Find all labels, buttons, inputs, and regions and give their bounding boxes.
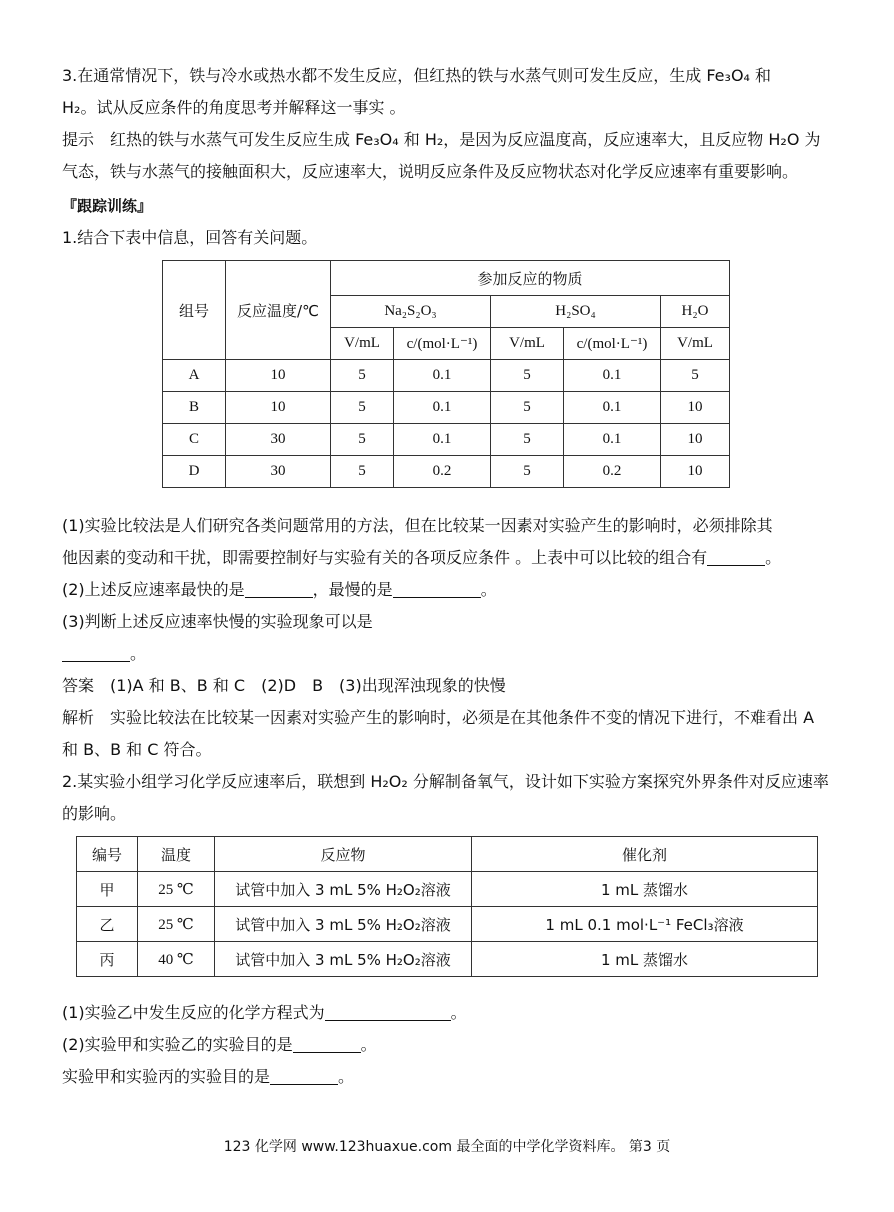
cell-group: C	[163, 424, 226, 456]
th-na2s2o3: Na₂S₂O₃	[331, 296, 491, 328]
cell-c1: 0.2	[394, 456, 491, 488]
th-num: 编号	[77, 837, 138, 872]
th-v1: V/mL	[331, 328, 394, 360]
cell-temp: 10	[226, 360, 331, 392]
period: 。	[450, 1003, 467, 1022]
cell-catalyst: 1 mL 蒸馏水	[472, 872, 818, 907]
answer-blank[interactable]	[62, 643, 130, 662]
cell-group: D	[163, 456, 226, 488]
reaction-table	[162, 260, 730, 488]
cell-v2: 5	[491, 456, 564, 488]
p1-q2-text2: ，最慢的是	[312, 580, 393, 599]
th-temp: 反应温度/℃	[226, 261, 331, 360]
q3-hint: 提示 红热的铁与水蒸气可发生反应生成 Fe₃O₄ 和 H₂，是因为反应温度高，反应速率大，且反应物 H₂O 为气态，铁与水蒸气的接触面积大，反应速率大，说明反应条件及反应物状态对化学反应速率有重要影响。	[62, 130, 821, 181]
cell-num: 甲	[77, 872, 138, 907]
period: 。	[765, 548, 782, 567]
cell-num: 丙	[77, 942, 138, 977]
th-reactant: 反应物	[215, 837, 472, 872]
th-catalyst: 催化剂	[472, 837, 818, 872]
cell-temp: 30	[226, 424, 331, 456]
table-row	[163, 360, 730, 392]
cell-v1: 5	[331, 424, 394, 456]
th-h2o: H₂O	[661, 296, 730, 328]
cell-v3: 10	[661, 456, 730, 488]
period: 。	[480, 580, 497, 599]
answer-blank[interactable]	[293, 1034, 361, 1053]
section-heading: 『跟踪训练』	[62, 197, 153, 215]
p1-q2	[62, 574, 832, 606]
period: 。	[130, 644, 147, 663]
answer-blank[interactable]	[707, 547, 765, 566]
p1-answer: 答案 (1)A 和 B、B 和 C (2)D B (3)出现浑浊现象的快慢	[62, 676, 506, 695]
period: 。	[338, 1067, 355, 1086]
cell-catalyst: 1 mL 蒸馏水	[472, 942, 818, 977]
cell-v1: 5	[331, 392, 394, 424]
cell-c1: 0.1	[394, 424, 491, 456]
th-v3: V/mL	[661, 328, 730, 360]
th-h2so4: H₂SO₄	[491, 296, 661, 328]
q3-line2: H₂。试从反应条件的角度思考并解释这一事实 。	[62, 98, 406, 117]
cell-c2: 0.1	[564, 424, 661, 456]
p1-q3-blank-line	[62, 638, 832, 670]
cell-catalyst: 1 mL 0.1 mol·L⁻¹ FeCl₃溶液	[472, 907, 818, 942]
cell-group: B	[163, 392, 226, 424]
cell-temp: 40 ℃	[138, 942, 215, 977]
cell-temp: 10	[226, 392, 331, 424]
th-c2: c/(mol·L⁻¹)	[564, 328, 661, 360]
table-row	[77, 872, 818, 907]
cell-c2: 0.1	[564, 360, 661, 392]
table-row	[163, 392, 730, 424]
p1-q3: (3)判断上述反应速率快慢的实验现象可以是	[62, 612, 373, 631]
answer-blank[interactable]	[325, 1002, 451, 1021]
cell-reactant: 试管中加入 3 mL 5% H₂O₂溶液	[215, 872, 472, 907]
cell-v3: 10	[661, 392, 730, 424]
cell-temp: 30	[226, 456, 331, 488]
th-temp2: 温度	[138, 837, 215, 872]
cell-temp: 25 ℃	[138, 907, 215, 942]
cell-c2: 0.1	[564, 392, 661, 424]
p2-intro: 2.某实验小组学习化学反应速率后，联想到 H₂O₂ 分解制备氧气，设计如下实验方案探究外界条件对反应速率的影响。	[62, 772, 829, 823]
table-row	[77, 942, 818, 977]
cell-group: A	[163, 360, 226, 392]
p1-q1-line2	[62, 542, 832, 574]
th-reactants: 参加反应的物质	[331, 261, 730, 296]
cell-temp: 25 ℃	[138, 872, 215, 907]
cell-v2: 5	[491, 424, 564, 456]
cell-v1: 5	[331, 360, 394, 392]
cell-reactant: 试管中加入 3 mL 5% H₂O₂溶液	[215, 907, 472, 942]
p2-q2-text: (2)实验甲和实验乙的实验目的是	[62, 1035, 293, 1054]
p2-q2	[62, 1029, 832, 1061]
p2-q1	[62, 997, 832, 1029]
page-footer: 123 化学网 www.123huaxue.com 最全面的中学化学资料库。 第3 页	[223, 1139, 671, 1155]
period: 。	[360, 1035, 377, 1054]
table-row	[163, 456, 730, 488]
document-page	[62, 60, 832, 1093]
experiment-table	[76, 836, 818, 977]
p1-q1-line1: (1)实验比较法是人们研究各类问题常用的方法，但在比较某一因素对实验产生的影响时，必须排除其	[62, 516, 773, 535]
cell-reactant: 试管中加入 3 mL 5% H₂O₂溶液	[215, 942, 472, 977]
cell-v2: 5	[491, 392, 564, 424]
p1-q1-text: 他因素的变动和干扰，即需要控制好与实验有关的各项反应条件 。上表中可以比较的组合有	[62, 548, 708, 567]
cell-c1: 0.1	[394, 392, 491, 424]
q3-line1: 3.在通常情况下，铁与冷水或热水都不发生反应，但红热的铁与水蒸气则可发生反应，生成 Fe₃O₄ 和	[62, 66, 772, 85]
cell-c1: 0.1	[394, 360, 491, 392]
table-row	[163, 424, 730, 456]
table-row	[77, 907, 818, 942]
cell-v2: 5	[491, 360, 564, 392]
answer-blank[interactable]	[393, 579, 481, 598]
cell-num: 乙	[77, 907, 138, 942]
cell-c2: 0.2	[564, 456, 661, 488]
cell-v3: 10	[661, 424, 730, 456]
p1-analysis: 解析 实验比较法在比较某一因素对实验产生的影响时，必须是在其他条件不变的情况下进行，不难看出 A 和 B、B 和 C 符合。	[62, 708, 815, 759]
answer-blank[interactable]	[245, 579, 313, 598]
p1-intro: 1.结合下表中信息，回答有关问题。	[62, 228, 318, 247]
cell-v1: 5	[331, 456, 394, 488]
p2-q3-text: 实验甲和实验丙的实验目的是	[62, 1067, 271, 1086]
p1-q2-text: (2)上述反应速率最快的是	[62, 580, 245, 599]
p2-q3	[62, 1061, 832, 1093]
th-group: 组号	[163, 261, 226, 360]
cell-v3: 5	[661, 360, 730, 392]
th-v2: V/mL	[491, 328, 564, 360]
answer-blank[interactable]	[270, 1066, 338, 1085]
th-c1: c/(mol·L⁻¹)	[394, 328, 491, 360]
p2-q1-text: (1)实验乙中发生反应的化学方程式为	[62, 1003, 325, 1022]
